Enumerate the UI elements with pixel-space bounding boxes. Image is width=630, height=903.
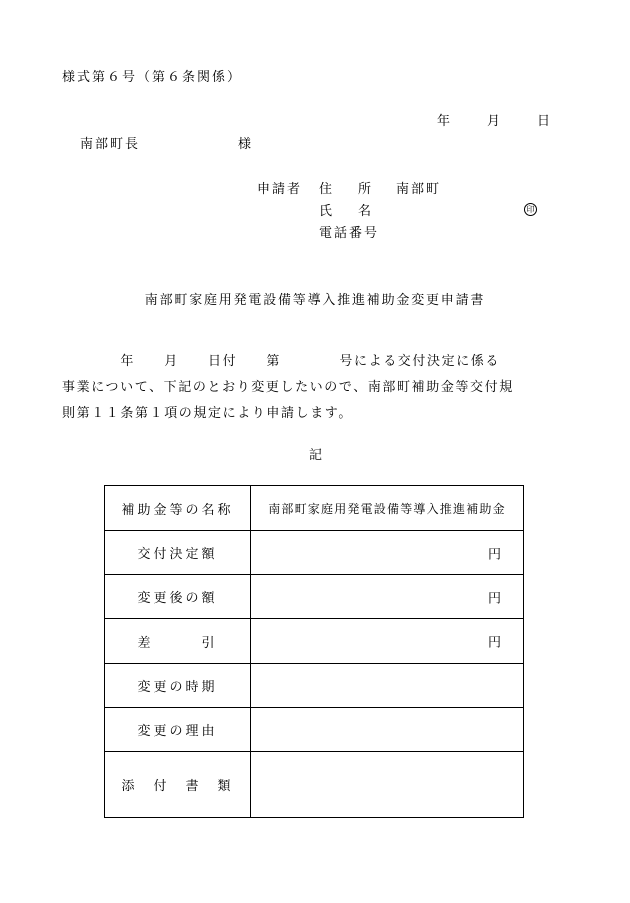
detail-table <box>104 485 524 818</box>
row-label: 差 引 <box>105 619 251 664</box>
name-label: 氏 名 <box>319 204 372 219</box>
table-row <box>105 752 524 818</box>
body-line-2: 事業について、下記のとおり変更したいので、南部町補助金等交付規 <box>62 380 514 395</box>
date-year: 年 <box>437 114 451 129</box>
form-number: 様式第６号（第６条関係） <box>62 70 243 85</box>
date-month: 月 <box>487 114 501 129</box>
row-label: 変更後の額 <box>105 575 251 619</box>
seal-icon: 印 <box>524 201 537 216</box>
table-row <box>105 664 524 708</box>
phone-label: 電話番号 <box>319 226 380 241</box>
row-value <box>251 664 524 708</box>
address-value: 南部町 <box>396 182 442 197</box>
row-value: 円 <box>251 619 524 664</box>
addressee-name: 南部町長 <box>80 137 141 152</box>
table-row <box>105 486 524 531</box>
body-line-3: 則第１１条第１項の規定により申請します。 <box>62 406 353 421</box>
ki-heading: 記 <box>309 448 323 463</box>
date-day: 日 <box>537 114 551 129</box>
row-label: 補助金等の名称 <box>105 486 251 531</box>
row-value <box>251 752 524 818</box>
address-label: 住 所 <box>319 182 372 197</box>
row-label: 添 付 書 類 <box>105 752 251 818</box>
body-paragraph <box>62 349 568 427</box>
table-row <box>105 708 524 752</box>
row-label: 交付決定額 <box>105 531 251 575</box>
document-title: 南部町家庭用発電設備等導入推進補助金変更申請書 <box>144 293 486 308</box>
table-row <box>105 619 524 664</box>
row-label: 変更の時期 <box>105 664 251 708</box>
row-label: 変更の理由 <box>105 708 251 752</box>
row-value: 円 <box>251 531 524 575</box>
row-value <box>251 708 524 752</box>
row-value: 南部町家庭用発電設備等導入推進補助金 <box>251 486 524 531</box>
applicant-label: 申請者 <box>257 182 303 197</box>
addressee-honorific: 様 <box>238 137 252 152</box>
row-value: 円 <box>251 575 524 619</box>
table-row <box>105 575 524 619</box>
table-row <box>105 531 524 575</box>
body-line-1: 年 月 日付 第 号による交付決定に係る <box>62 354 501 369</box>
